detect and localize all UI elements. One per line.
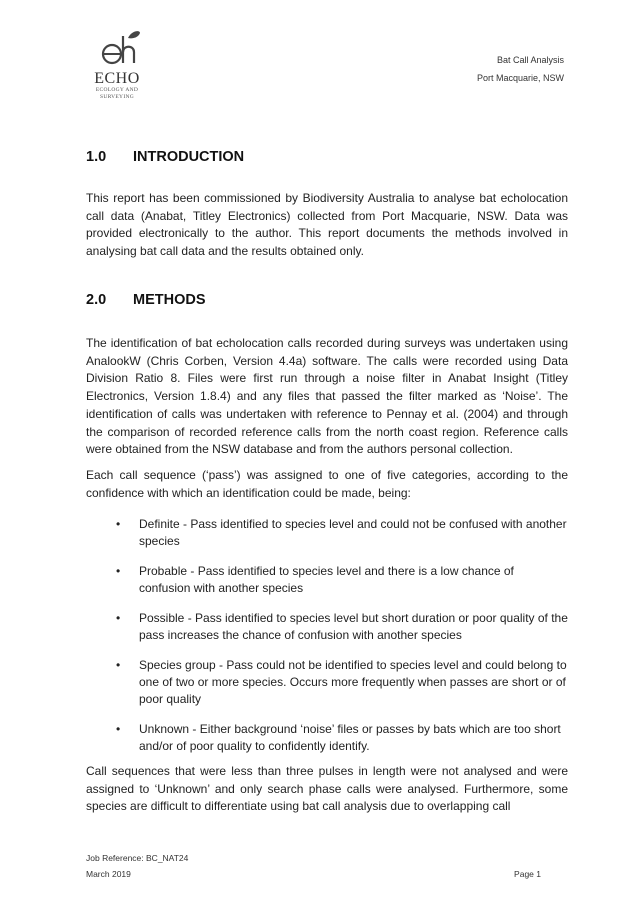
section-number: 2.0 — [86, 292, 107, 308]
introduction-paragraph: This report has been commissioned by Biodiversity Australia to analyse bat echolocation call data (Anabat, Titley Electronics) collected from Port Macquarie, NSW. Data was provided electronically to the author. This report documents the methods involved in analysing bat call data and the results obtained only. — [86, 191, 568, 259]
category-list — [86, 516, 568, 755]
methods-paragraph-2: Each call sequence (‘pass’) was assigned to one of five categories, according to the confidence with which an identification could be made, being: — [86, 468, 568, 500]
section-heading-methods — [86, 292, 206, 308]
footer-job-reference: Job Reference: BC_NAT24 — [86, 853, 189, 863]
section-title: METHODS — [133, 292, 206, 308]
list-item — [86, 610, 568, 644]
bullet-icon: • — [116, 564, 121, 578]
bullet-icon: • — [116, 517, 121, 531]
bullet-icon: • — [116, 658, 121, 672]
footer-date: March 2019 — [86, 869, 131, 879]
list-item-text: Probable - Pass identified to species level and there is a low chance of confusion with another species — [139, 564, 514, 595]
list-item — [86, 516, 568, 550]
logo-name: ECHO — [94, 70, 140, 87]
list-item-text: Species group - Pass could not be identified to species level and could belong to one of two or more species. Occurs more frequently when passes are short or of poor quality — [139, 658, 567, 706]
header-title: Bat Call Analysis — [496, 55, 564, 65]
list-item-text: Unknown - Either background ‘noise’ files or passes by bats which are too short and/or of poor quality to confidently identify. — [139, 722, 561, 753]
list-item — [86, 657, 568, 708]
bullet-icon: • — [116, 611, 121, 625]
methods-paragraph-1: The identification of bat echolocation calls recorded during surveys was undertaken using AnalookW (Chris Corben, Version 4.4a) software. The calls were recorded using Data Division Ratio 8. Files were first run through a noise filter in Anabat Insight (Titley Electronics, Version 1.8.4) and any files that passed the filter marked as ‘Noise’. The identification of calls was undertaken with reference to Pennay et al. (2004) and through the comparison of recorded reference calls from the north coast region. Reference calls were obtained from the NSW database and from the authors personal collection. — [86, 336, 568, 457]
section-heading-introduction — [86, 149, 244, 165]
logo-subtitle-line1: ECOLOGY AND — [95, 87, 139, 93]
list-item-text: Possible - Pass identified to species level but short duration or poor quality of the pass increases the chance of confusion with another species — [139, 611, 568, 642]
header-info — [477, 51, 564, 87]
methods-paragraph-3: Call sequences that were less than three pulses in length were not analysed and were assigned to ‘Unknown’ and only search phase calls were analysed. Furthermore, some species are difficult to differentiate using bat call analysis due to overlapping call — [86, 764, 568, 814]
echo-logo — [82, 28, 152, 101]
bullet-icon: • — [116, 722, 121, 736]
logo-subtitle-line2: SURVEYING — [99, 94, 135, 100]
echo-logo-icon — [92, 28, 142, 70]
list-item — [86, 721, 568, 755]
header-location: Port Macquarie, NSW — [476, 73, 564, 83]
page-number: Page 1 — [514, 869, 541, 879]
list-item-text: Definite - Pass identified to species level and could not be confused with another species — [139, 517, 567, 548]
section-number: 1.0 — [86, 149, 107, 165]
list-item — [86, 563, 568, 597]
section-title: INTRODUCTION — [133, 149, 245, 165]
